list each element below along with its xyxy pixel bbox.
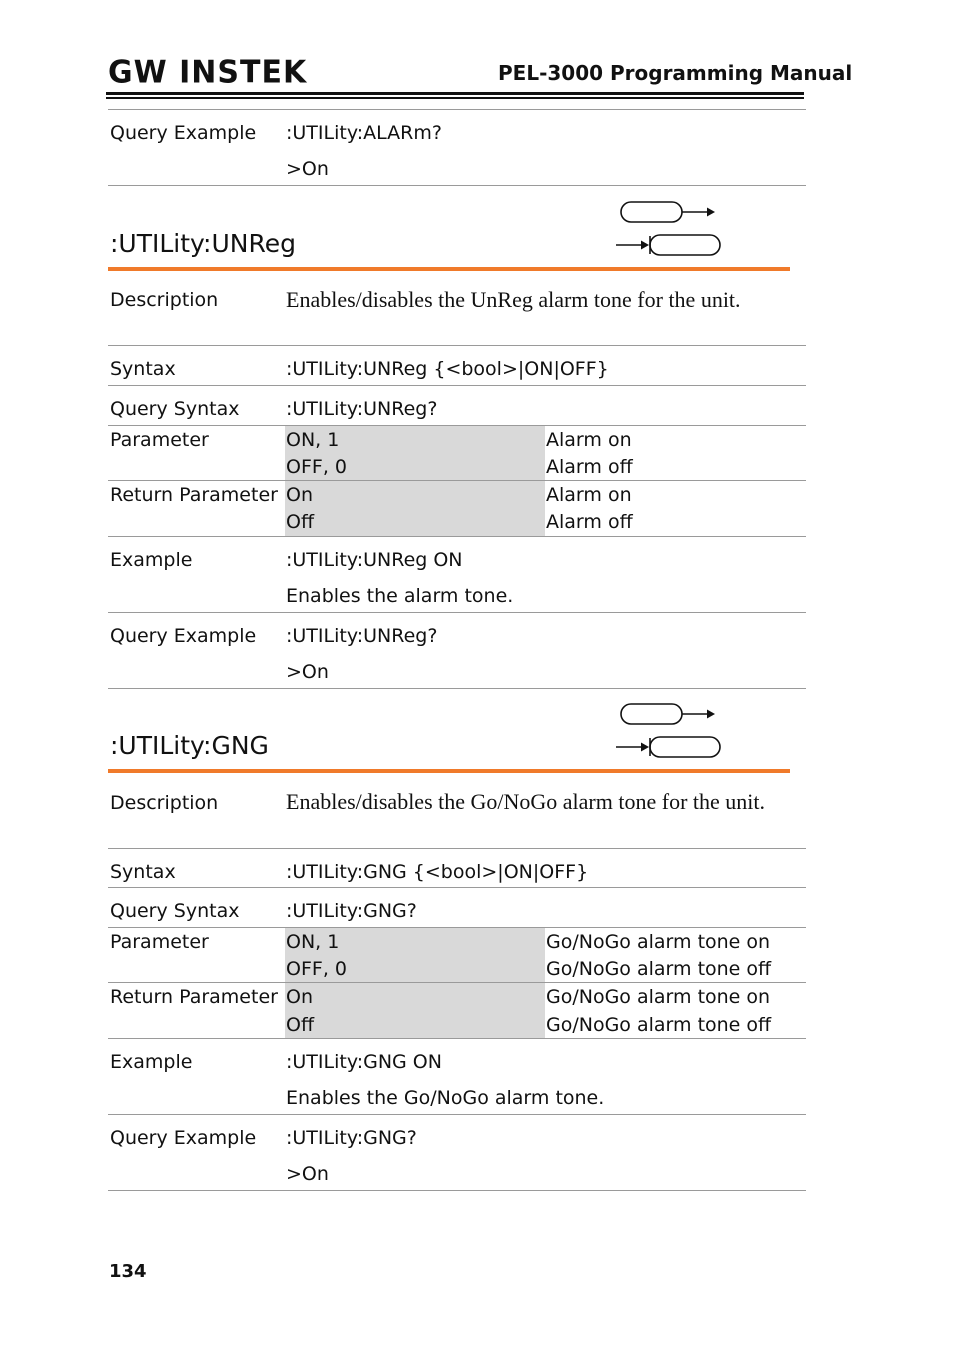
row-label: Query Example	[110, 122, 257, 144]
command-title: :UTILity:UNReg	[110, 229, 296, 258]
parameter-value: OFF, 0	[286, 958, 347, 980]
description-text: Enables/disables the Go/NoGo alarm tone for the unit.	[286, 789, 765, 814]
set-command-icon	[621, 704, 715, 724]
row-label: Query Example	[110, 1127, 257, 1149]
description-text: Enables/disables the UnReg alarm tone for the unit.	[286, 287, 741, 312]
row-label: Return Parameter	[110, 986, 278, 1008]
divider	[108, 688, 806, 689]
return-value: On	[286, 484, 313, 506]
example-note: Enables the alarm tone.	[286, 585, 514, 607]
parameter-meaning: Alarm off	[546, 456, 633, 478]
example-command: :UTILity:UNReg ON	[286, 549, 463, 571]
query-command: :UTILity:GNG?	[286, 1127, 417, 1149]
query-command: :UTILity:ALARm?	[286, 122, 442, 144]
row-label: Query Syntax	[110, 900, 240, 922]
example-note: Enables the Go/NoGo alarm tone.	[286, 1087, 605, 1109]
set-command-icon	[621, 202, 715, 222]
return-value: On	[286, 986, 313, 1008]
gw-instek-logo	[108, 53, 308, 91]
header-rule-thick	[106, 92, 804, 95]
parameter-meaning: Alarm on	[546, 429, 632, 451]
query-response: >On	[286, 158, 329, 180]
return-value-shade	[285, 481, 545, 536]
row-label: Return Parameter	[110, 484, 278, 506]
section-title-rule	[108, 769, 790, 773]
page-number: 134	[109, 1261, 147, 1282]
row-label: Example	[110, 549, 193, 571]
parameter-value: OFF, 0	[286, 456, 347, 478]
row-label: Parameter	[110, 429, 209, 451]
divider	[108, 385, 806, 386]
query-command: :UTILity:UNReg?	[286, 625, 438, 647]
row-label: Syntax	[110, 358, 176, 380]
query-command-icon	[616, 737, 720, 757]
divider	[108, 345, 806, 346]
manual-title: PEL-3000 Programming Manual	[498, 61, 853, 85]
divider	[108, 887, 806, 888]
divider	[108, 185, 806, 186]
row-label: Description	[110, 289, 219, 311]
row-label: Description	[110, 792, 219, 814]
section-title-rule	[108, 267, 790, 271]
query-response: >On	[286, 1163, 329, 1185]
example-command: :UTILity:GNG ON	[286, 1051, 442, 1073]
row-label: Query Syntax	[110, 398, 240, 420]
divider	[108, 612, 806, 613]
syntax-text: :UTILity:UNReg {<bool>|ON|OFF}	[286, 358, 609, 380]
return-value: Off	[286, 1014, 315, 1036]
divider	[108, 1114, 806, 1115]
divider	[108, 848, 806, 849]
row-label: Parameter	[110, 931, 209, 953]
set-query-icon	[614, 700, 726, 762]
parameter-meaning: Go/NoGo alarm tone on	[546, 931, 771, 953]
divider	[108, 1190, 806, 1191]
parameter-value: ON, 1	[286, 931, 340, 953]
return-value: Off	[286, 511, 315, 533]
parameter-meaning: Go/NoGo alarm tone off	[546, 958, 772, 980]
row-label: Syntax	[110, 861, 176, 883]
query-response: >On	[286, 661, 329, 683]
return-meaning: Go/NoGo alarm tone on	[546, 986, 771, 1008]
query-command-icon	[616, 235, 720, 255]
row-label: Example	[110, 1051, 193, 1073]
return-meaning: Alarm off	[546, 511, 633, 533]
divider	[108, 1038, 806, 1039]
return-meaning: Go/NoGo alarm tone off	[546, 1014, 772, 1036]
query-syntax-text: :UTILity:UNReg?	[286, 398, 438, 420]
return-value-shade	[285, 983, 545, 1038]
query-syntax-text: :UTILity:GNG?	[286, 900, 417, 922]
syntax-text: :UTILity:GNG {<bool>|ON|OFF}	[286, 861, 589, 883]
command-title: :UTILity:GNG	[110, 731, 269, 760]
row-label: Query Example	[110, 625, 257, 647]
parameter-value: ON, 1	[286, 429, 340, 451]
divider	[108, 109, 806, 110]
divider	[108, 536, 806, 537]
header-rule-thin	[106, 97, 804, 99]
return-meaning: Alarm on	[546, 484, 632, 506]
set-query-icon	[614, 198, 726, 260]
svg-text:GW INSTEK: GW INSTEK	[108, 53, 308, 91]
